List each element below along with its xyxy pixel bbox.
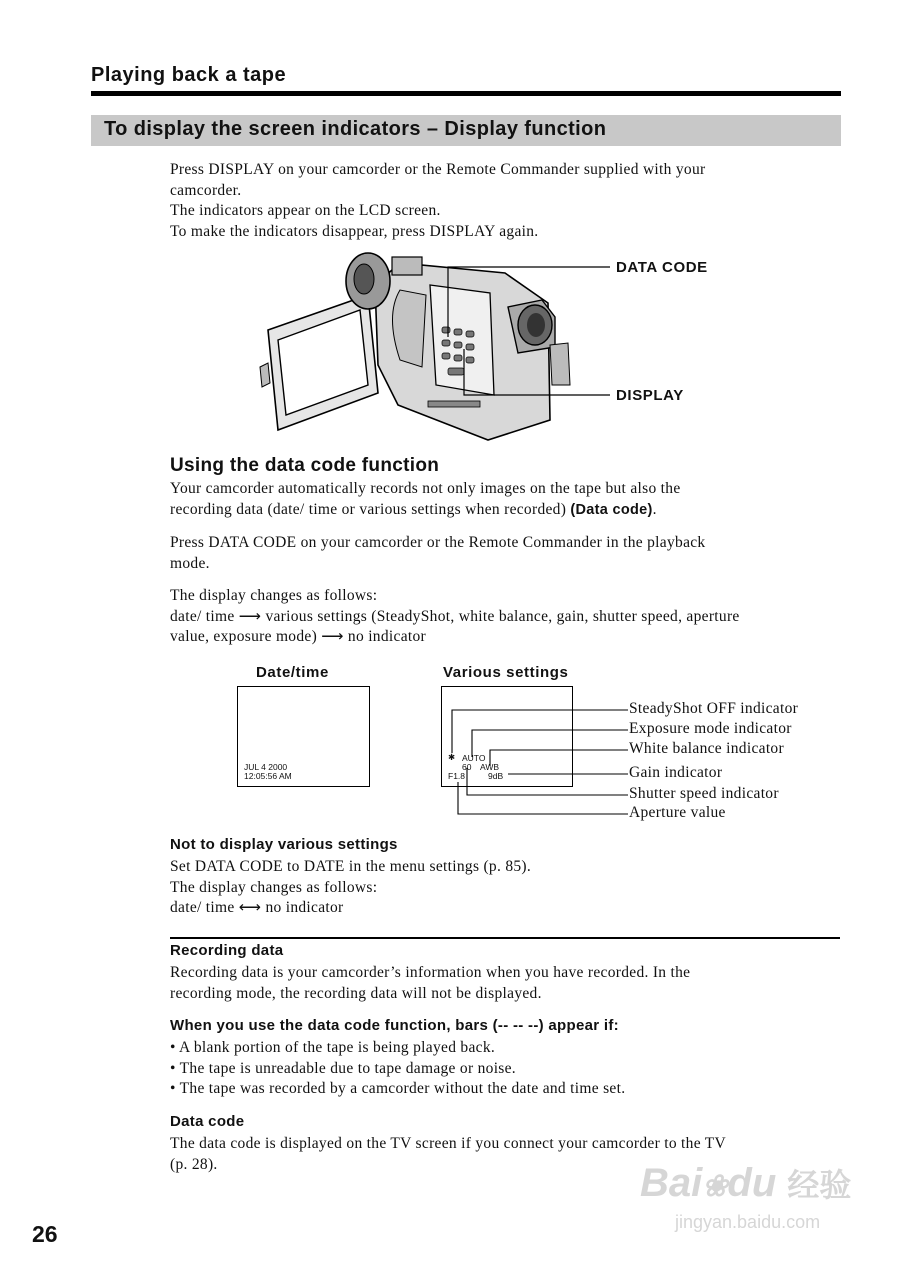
- arrow-both-icon: ⟷: [238, 899, 262, 916]
- watermark-brand: Bai: [640, 1161, 703, 1205]
- callout-shutter-speed: Shutter speed indicator: [629, 785, 779, 802]
- text-line: [170, 607, 860, 628]
- screen-time: 12:05:56 AM: [244, 771, 292, 781]
- text-span: value, exposure mode): [170, 628, 322, 645]
- text-span: date/ time: [170, 899, 239, 916]
- text-span: various settings (SteadyShot, white balance, gain, shutter speed, aperture: [261, 607, 740, 625]
- callout-steadyshot: SteadyShot OFF indicator: [629, 700, 799, 717]
- bars-list: [170, 1038, 850, 1100]
- recording-data-heading: Recording data: [170, 942, 284, 959]
- page-number: 26: [32, 1221, 58, 1247]
- intro-line: Press DISPLAY on your camcorder or the Remote Commander supplied with your: [170, 161, 706, 178]
- callout-aperture: Aperture value: [629, 804, 726, 821]
- section-title: To display the screen indicators – Display function: [104, 118, 607, 140]
- text-span: no indicator: [261, 899, 344, 916]
- text-line: Press DATA CODE on your camcorder or the Remote Commander in the playback: [170, 534, 706, 551]
- screen-white-balance: AWB: [480, 762, 500, 772]
- intro-line: The indicators appear on the LCD screen.: [170, 202, 441, 219]
- text-line: (p. 28).: [170, 1155, 218, 1173]
- text-line: [170, 500, 850, 521]
- list-item: • The tape was recorded by a camcorder without the date and time set.: [170, 1080, 626, 1097]
- intro-text: [170, 160, 850, 242]
- text-span: no indicator: [343, 628, 426, 645]
- bars-heading: When you use the data code function, bars (-- -- --) appear if:: [170, 1017, 619, 1034]
- screen-aperture: F1.8: [448, 771, 466, 781]
- intro-line: camcorder.: [170, 181, 242, 199]
- list-item: • A blank portion of the tape is being played back.: [170, 1039, 496, 1056]
- text-line: Your camcorder automatically records not only images on the tape but also the: [170, 480, 681, 497]
- text-line: recording mode, the recording data will not be displayed.: [170, 984, 542, 1002]
- data-code-heading: Using the data code function: [170, 455, 440, 476]
- data-code-term: (Data code): [570, 501, 653, 518]
- settings-label: Various settings: [443, 664, 569, 681]
- label-display: DISPLAY: [616, 387, 684, 404]
- datetime-label: Date/time: [256, 664, 329, 681]
- text-line: [170, 898, 850, 919]
- chapter-title: Playing back a tape: [91, 64, 287, 86]
- watermark-cn: 经验: [787, 1167, 852, 1203]
- intro-line: To make the indicators disappear, press DISPLAY again.: [170, 222, 539, 240]
- arrow-right-icon: ⟶: [321, 628, 344, 645]
- watermark-url: jingyan.baidu.com: [675, 1212, 821, 1232]
- watermark-logo: [640, 1160, 851, 1206]
- datetime-screen: [237, 686, 370, 787]
- text-line: The display changes as follows:: [170, 587, 378, 604]
- text-span: date/ time: [170, 607, 239, 625]
- camcorder-illustration: [250, 245, 850, 450]
- recording-data-text: [170, 963, 850, 1004]
- screen-shutter-speed: 60: [462, 762, 472, 772]
- text-line: mode.: [170, 554, 210, 572]
- callout-lines: [440, 700, 630, 825]
- chapter-rule: [91, 91, 841, 96]
- text-line: Set DATA CODE to DATE in the menu settings (p. 85).: [170, 858, 532, 875]
- data-code-paragraph-3: [170, 586, 860, 648]
- arrow-right-icon: ⟶: [238, 607, 262, 625]
- not-display-heading: Not to display various settings: [170, 836, 398, 853]
- list-item: • The tape is unreadable due to tape damage or noise.: [170, 1059, 516, 1077]
- data-code-paragraph-2: [170, 533, 850, 574]
- screen-date: JUL 4 2000: [244, 762, 288, 772]
- screen-exposure-mode: AUTO: [462, 753, 486, 763]
- text-line: The display changes as follows:: [170, 878, 378, 896]
- callout-exposure-mode: Exposure mode indicator: [629, 720, 792, 737]
- text-span: .: [652, 500, 657, 518]
- text-line: Recording data is your camcorder’s information when you have recorded. In the: [170, 964, 691, 981]
- data-code-paragraph-1: [170, 479, 850, 520]
- data-code-note-heading: Data code: [170, 1113, 245, 1130]
- text-line: [170, 627, 860, 648]
- text-span: recording data (date/ time or various settings when recorded): [170, 500, 571, 518]
- label-data-code: DATA CODE: [616, 259, 708, 276]
- screen-gain: 9dB: [488, 771, 504, 781]
- paw-icon: ❀: [702, 1170, 728, 1203]
- callout-gain: Gain indicator: [629, 764, 723, 781]
- text-line: The data code is displayed on the TV screen if you connect your camcorder to the TV: [170, 1135, 727, 1152]
- not-display-text: [170, 857, 850, 919]
- watermark-brand-2: du: [727, 1161, 777, 1205]
- steadyshot-off-icon: ✱: [448, 752, 456, 762]
- callout-white-balance: White balance indicator: [629, 740, 784, 757]
- notes-divider: [170, 937, 840, 939]
